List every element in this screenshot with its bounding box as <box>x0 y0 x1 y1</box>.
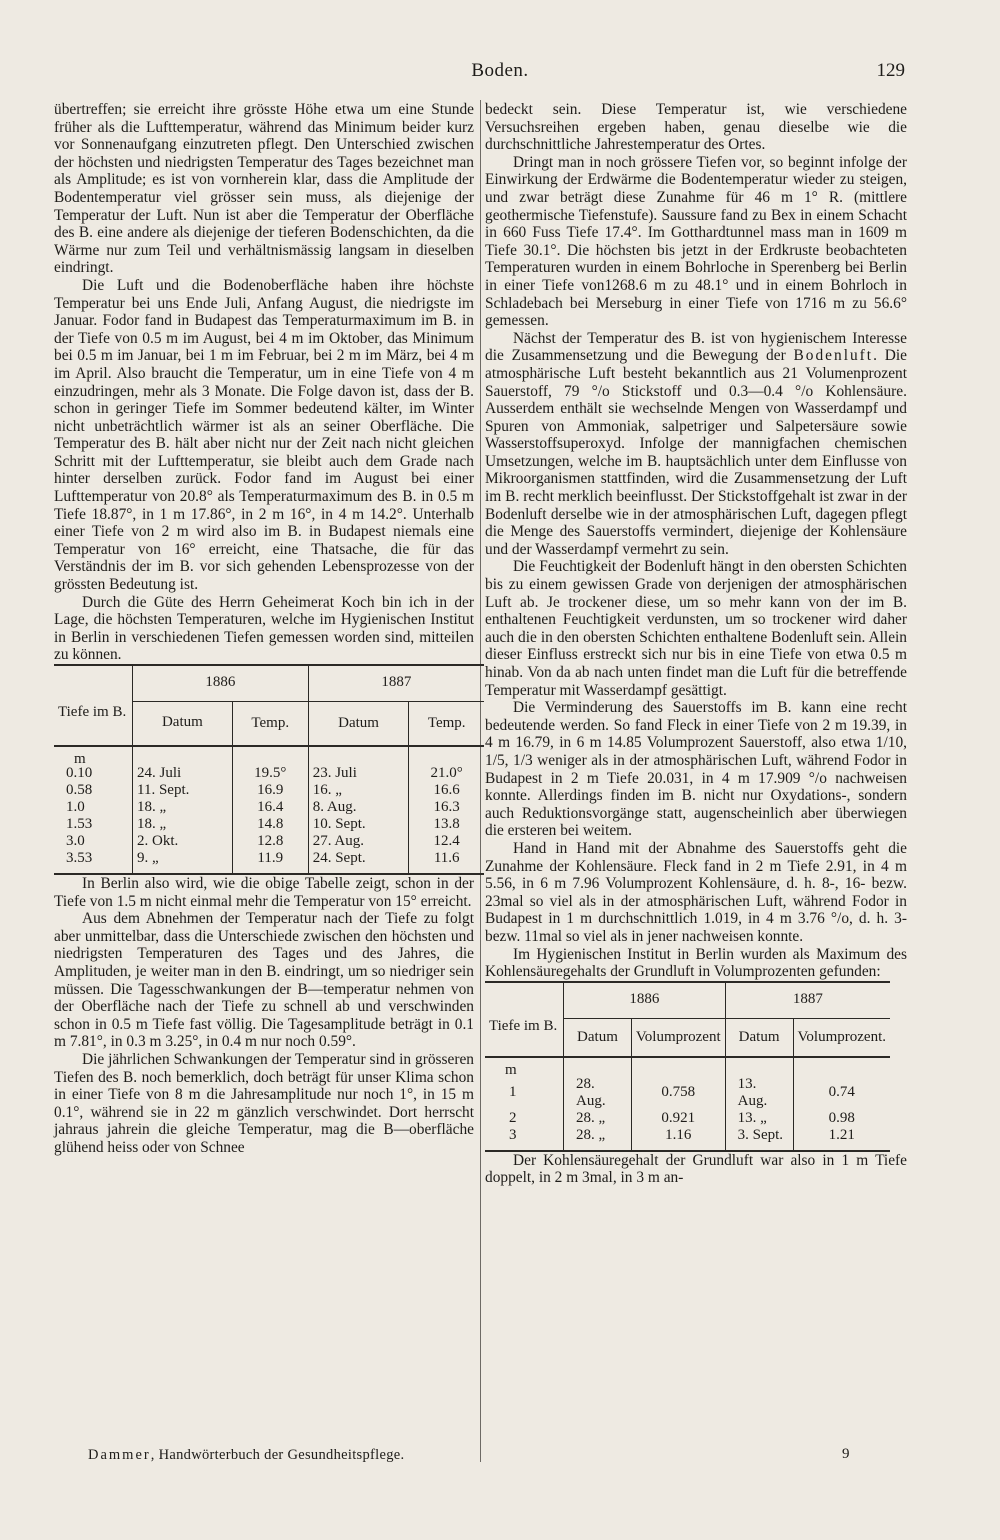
table-header-date: Datum <box>133 702 233 747</box>
table-cell: 11.6 <box>409 850 484 874</box>
table-cell: 23. Juli <box>308 765 409 782</box>
table-row <box>54 833 484 850</box>
table-cell: 9. „ <box>133 850 233 874</box>
table-cell: 16.9 <box>232 782 308 799</box>
paragraph: Der Kohlensäuregehalt der Grundluft war also in 1 m Tiefe doppelt, in 2 m 3mal, in 3 m an- <box>485 1151 907 1187</box>
temperature-table <box>54 664 484 875</box>
table-cell: 1.0 <box>66 799 85 815</box>
table-header-year: 1886 <box>564 982 726 1019</box>
paragraph: Hand in Hand mit der Abnahme des Sauerstoffs geht die Zunahme der Kohlensäure. Fleck fand in 2 m Tiefe 2.91, in 4 m 5.56, in 6 m 7.96 Volumprozent Kohlensäure, d. h. 8-, 16- bezw. 23mal so viel als in der atmosphärischen Luft, während Fodor in Budapest in 1 m durchschnittlich 1.019, in 4 m 3.76 °/o, d. h. 3- bezw. 11mal so viel als in jener nachweisen konnte. <box>485 839 907 945</box>
paragraph <box>485 330 907 559</box>
table-cell: 1.53 <box>66 816 93 832</box>
table-row <box>485 1076 890 1110</box>
table-row <box>54 765 484 782</box>
paragraph: Die jährlichen Schwankungen der Temperatur sind in grösseren Tiefen des B. noch bemerklich, doch beträgt für unser Klima schon in einer Tiefe von 8 m die Jahresamplitude nur noch 1°, in 15 m 0.1°, während sie in 22 m gänzlich verschwindet. Dort herrscht jahraus jahrein die gleiche Temperatur, mag die B—oberfläche glühend heiss oder von Schnee <box>54 1050 474 1156</box>
table-cell: 1.16 <box>631 1127 725 1151</box>
signature-mark: 9 <box>842 1446 850 1462</box>
table-cell: 24. Juli <box>133 765 233 782</box>
table-header-date: Datum <box>725 1018 793 1057</box>
table-row <box>54 850 484 874</box>
paragraph: übertreffen; sie erreicht ihre grösste Höhe etwa um eine Stunde früher als die Lufttemperatur, während das Minimum beider kurz vor Sonnenaufgang einzutreten pflegt. Den Unterschied zwischen der höchsten und niedrigsten Temperatur des Tages bezeichnet man als Amplitude; es ist von vornherein klar, dass die Amplitude der Bodentemperatur viel grösser sein muss, als diejenige der Temperatur der Luft. Nun ist aber die Temperatur der Oberfläche des B. eine andere als diejenige der tieferen Bodenschichten, da die Wärme nur zum Teil und verhältnismässig langsam in dieselben eindringt. <box>54 101 474 277</box>
table-cell: 2. Okt. <box>133 833 233 850</box>
table-cell: 19.5° <box>232 765 308 782</box>
table-cell: 0.10 <box>66 765 93 781</box>
paragraph: In Berlin also wird, wie die obige Tabelle zeigt, schon in der Tiefe von 1.5 m nicht einmal mehr die Temperatur von 15° erreicht. <box>54 875 474 910</box>
paragraph: Durch die Güte des Herrn Geheimerat Koch bin ich in der Lage, die höchsten Temperaturen, welche im Hygienischen Institut in Berlin in verschiedenen Tiefen gemessen worden sind, mitteilen zu können. <box>54 593 474 664</box>
table-header-depth: Tiefe im B. <box>485 982 564 1057</box>
table-row <box>485 1127 890 1151</box>
left-column <box>54 101 474 1157</box>
paragraph: Die Feuchtigkeit der Bodenluft hängt in den obersten Schichten bis zu einem gewissen Grade von derjenigen der atmosphärischen Luft ab. Je trockener diese, um so mehr kann von der im B. enthaltenen Feuchtigkeit verdunsten, um so trockener wird daher auch die in den obersten Schichten enthaltene Bodenluft sein. Allein dieser Einfluss erstreckt sich nur bis in eine Tiefe von etwa 0.5 m hinab. Von da ab nach unten findet man die Luft für die betreffende Temperatur mit Wasserdampf gesättigt. <box>485 558 907 699</box>
footer-citation <box>88 1447 404 1464</box>
table-cell: 3 <box>485 1127 564 1151</box>
table-cell: 11. Sept. <box>133 782 233 799</box>
co2-table <box>485 981 890 1152</box>
text-run: . Die atmosphärische Luft besteht bekanntlich aus 21 Volumenprozent Sauerstoff, 79 °/o Stickstoff und 0.3—0.4 °/o Kohlensäure. Ausserdem enthält sie wechselnde Mengen von Wasserdampf und Spuren von Ammoniak, salpetriger und Salpetersäure sowie Wasserstoffsuperoxyd. Infolge der mannigfachen chemischen Umsetzungen, welche im B. hauptsächlich unter dem Einflusse von Mikroorganismen stattfinden, wird die Zusammensetzung der Luft im B. recht merklich beeinflusst. Der Stickstoffgehalt ist zwar in der Bodenluft derselbe wie in der atmosphärischen Luft, dagegen pflegt die Menge des Sauerstoffs vermindert, diejenige der Kohlensäure und der Wasserdampf vermehrt zu sein. <box>485 347 907 558</box>
table-cell: 0.74 <box>793 1076 890 1110</box>
table-row <box>485 1110 890 1127</box>
table-header-year: 1887 <box>725 982 890 1019</box>
paragraph: Die Verminderung des Sauerstoffs im B. kann eine recht bedeutende werden. So fand Fleck in einer Tiefe von 2 m 19.39, in 4 m 16.79, in 6 m 14.85 Volumprozent Sauerstoff, also etwa 1/10, 1/5, 1/3 weniger als in der atmosphärischen Luft, während Fodor in Budapest in 2 m Tiefe 20.031, in 4 m 17.909 °/o nachweisen konnte. Allerdings finden im B. nicht nur Oxydations-, sondern auch Reduktionsvorgänge statt, augenscheinlich aber überwiegen die ersteren bei weitem. <box>485 699 907 840</box>
paragraph: Im Hygienischen Institut in Berlin wurden als Maximum des Kohlensäuregehalts der Grundluft in Volumprozenten gefunden: <box>485 945 907 981</box>
footer-author: Dammer <box>88 1447 151 1463</box>
table-header-date: Datum <box>308 702 409 747</box>
table-row <box>54 799 484 816</box>
text-run: Nächst der Temperatur des B. ist von hygienischem Interesse die Zusammensetzung und die Bewegung der <box>485 329 907 365</box>
table-header-depth: Tiefe im B. <box>54 665 133 746</box>
table-cell: 13. Aug. <box>725 1076 793 1110</box>
table-cell: 10. Sept. <box>308 816 409 833</box>
table-cell: 8. Aug. <box>308 799 409 816</box>
table-header-date: Datum <box>564 1018 632 1057</box>
table-cell: 11.9 <box>232 850 308 874</box>
table-cell: 13. „ <box>725 1110 793 1127</box>
table-cell: 14.8 <box>232 816 308 833</box>
running-header: Boden. <box>471 60 529 81</box>
table-cell: 28. „ <box>564 1110 632 1127</box>
table-cell: 21.0° <box>409 765 484 782</box>
table-cell: 0.98 <box>793 1110 890 1127</box>
table-header-year: 1886 <box>133 665 309 702</box>
table-cell: 1 <box>509 1084 517 1101</box>
right-column <box>485 101 907 1187</box>
table-cell: 18. „ <box>133 799 233 816</box>
table-cell: 13.8 <box>409 816 484 833</box>
paragraph: Die Luft und die Bodenoberfläche haben ihre höchste Temperatur bei uns Ende Juli, Anfang August, die niedrigste im Januar. Fodor fand in Budapest das Temperaturmaximum im B. in der Tiefe von 0.5 m im August, bei 4 m im Oktober, das Minimum bei 0.5 m im Januar, bei 1 m im Februar, bei 2 m im März, bei 4 m im April. Also braucht die Temperatur, um in eine Tiefe von 4 m einzudringen, mehr als 3 Monate. Die Folge davon ist, dass der B. schon in geringer Tiefe im Sommer bedeutend kälter, im Winter nicht unbeträchtlich wärmer ist als an seiner Oberfläche. Die Temperatur des B. hält aber nicht nur der Zeit nach nicht gleichen Schritt mit der Lufttemperatur, sie bleibt auch dem Grade nach hinter derselben zurück. Fodor fand im August bei einer Lufttemperatur von 20.8° als Temperaturmaximum des B. in 0.5 m Tiefe 18.87°, in 1 m 17.86°, in 2 m 16°, in 4 m 14.2°. Unterhalb einer Tiefe von 2 m wird also im B. in Budapest niemals eine Temperatur von 16° erreicht, eine Thatsache, die für das Verständnis der im B. vor sich gehenden Lebensprozesse von der grössten Bedeutung ist. <box>54 276 474 594</box>
table-cell: 24. Sept. <box>308 850 409 874</box>
table-header-temp: Temp. <box>232 702 308 747</box>
table-cell: 18. „ <box>133 816 233 833</box>
paragraph: Dringt man in noch grössere Tiefen vor, so beginnt infolge der Einwirkung der Erdwärme die Bodentemperatur wieder zu steigen, und zwar beträgt diese Zunahme für 46 m 1° R. (mittlere geothermische Tiefenstufe). Saussure fand zu Bex in einem Schacht in 660 Fuss Tiefe 17.4°. Im Gotthardtunnel mass man in 1609 m Tiefe 30.1°. Die höchsten bis jetzt in der Erdkruste beobachteten Temperaturen wurden in einem Bohrloche in Sperenberg bei Berlin in einer Tiefe von1268.6 m zu 48.1° und in einem Bohrloch in Schladebach bei Merseburg in einer Tiefe von 1716 m zu 56.6° gemessen. <box>485 153 907 330</box>
paragraph: bedeckt sein. Diese Temperatur ist, wie verschiedene Versuchsreihen ergeben haben, genau dieselbe wie die durchschnittliche Jahrestemperatur des Ortes. <box>485 101 907 154</box>
table-unit: m <box>54 746 133 765</box>
table-header-volume: Volumprozent <box>631 1018 725 1057</box>
table-cell: 16.6 <box>409 782 484 799</box>
table-header-volume: Volumprozent. <box>793 1018 890 1057</box>
table-cell: 16. „ <box>308 782 409 799</box>
table-cell: 12.8 <box>232 833 308 850</box>
table-cell: 27. Aug. <box>308 833 409 850</box>
table-cell: 28. Aug. <box>564 1076 632 1110</box>
table-cell: 16.4 <box>232 799 308 816</box>
table-row <box>54 782 484 799</box>
table-cell: 12.4 <box>409 833 484 850</box>
table-cell: 0.758 <box>631 1076 725 1110</box>
table-cell: 2 <box>509 1109 517 1126</box>
table-cell: 28. „ <box>564 1127 632 1151</box>
table-cell: 1.21 <box>793 1127 890 1151</box>
table-cell: 0.921 <box>631 1110 725 1127</box>
table-cell: 16.3 <box>409 799 484 816</box>
table-cell: 0.58 <box>66 782 93 798</box>
table-header-year: 1887 <box>308 665 484 702</box>
table-cell: 3. Sept. <box>725 1127 793 1151</box>
page-number: 129 <box>876 60 905 81</box>
table-row <box>54 816 484 833</box>
paragraph: Aus dem Abnehmen der Temperatur nach der Tiefe zu folgt aber unmittelbar, dass die Unterschiede zwischen den höchsten und niedrigsten Temperaturen des Tages und des Jahres, die Amplituden, je weiter man in den B. eindringt, um so niedriger sein müssen. Die Tagesschwankungen der B—temperatur nehmen von der Oberfläche nach der Tiefe zu schnell ab und verschwinden schon in 0.5 m Tiefe fast völlig. Die Tagesamplitude beträgt in 0.1 m 7.81°, in 0.3 m 3.25°, in 0.4 m nur noch 0.59°. <box>54 910 474 1051</box>
table-header-temp: Temp. <box>409 702 484 747</box>
emphasized-term: Bodenluft <box>793 347 874 365</box>
table-cell: 3.53 <box>54 850 133 874</box>
footer-title: , Handwörterbuch der Gesundheitspflege. <box>150 1447 405 1463</box>
table-unit: m <box>485 1057 564 1076</box>
table-cell: 3.0 <box>66 833 85 849</box>
